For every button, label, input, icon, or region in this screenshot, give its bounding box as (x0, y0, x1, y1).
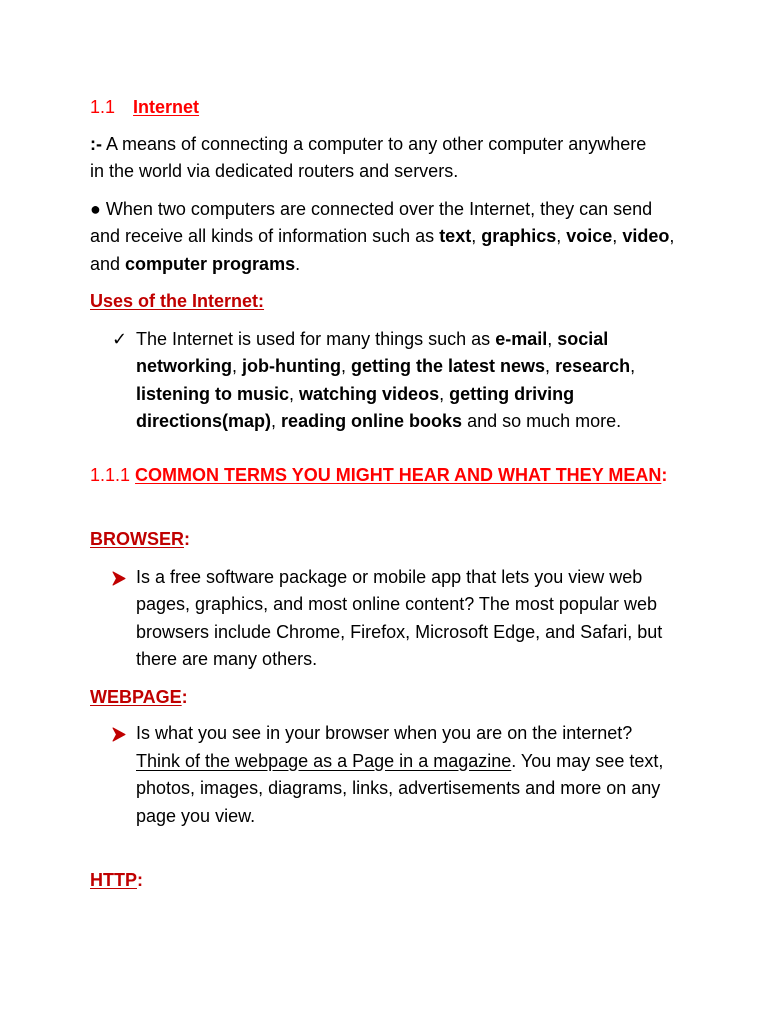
http-term: HTTP: (90, 870, 143, 890)
internet-paragraph: ● When two computers are connected over the Internet, they can send and receive all kinds of information such as text, graphics, voice, video, and computer programs. (90, 198, 675, 274)
uses-heading: Uses of the Internet: (90, 291, 265, 311)
section-title: COMMON TERMS YOU MIGHT HEAR AND WHAT THEY MEAN (135, 464, 662, 485)
keyword: text (439, 226, 472, 246)
keyword: computer programs (125, 253, 296, 274)
arrowhead-bullet-icon (112, 564, 130, 586)
keyword: voice (566, 226, 613, 246)
section-1-1-1-heading: 1.1.1 COMMON TERMS YOU MIGHT HEAR AND WHAT THEY MEAN: (90, 464, 668, 485)
definition-prefix: :- (90, 133, 102, 154)
list-item: ✓ The Internet is used for many things such as e-mail, social networking, job-hunting, getting the latest news, research, listening to music, watching videos, getting driving directions(map), reading online books and so much more. (90, 326, 680, 436)
section-number: 1.1 (90, 97, 116, 117)
arrowhead-bullet-icon (112, 720, 130, 742)
section-title: Internet (133, 97, 200, 117)
list-item: Is a free software package or mobile app that lets you view web pages, graphics, and most online content? The most popular web browsers include Chrome, Firefox, Microsoft Edge, and Safari, but there are many others. (90, 564, 680, 674)
browser-term: BROWSER: (90, 529, 190, 549)
checkmark-bullet-icon: ✓ (112, 328, 128, 349)
list-item: Is what you see in your browser when you are on the internet? Think of the webpage as a Page in a magazine. You may see text, photos, images, diagrams, links, advertisements and more on any page you view. (90, 720, 680, 830)
document-page (90, 94, 680, 895)
keyword: graphics (481, 226, 557, 246)
webpage-analogy: Think of the webpage as a Page in a magazine (136, 750, 512, 771)
keyword: video (622, 226, 670, 246)
section-1-1-heading (90, 94, 680, 122)
webpage-term: WEBPAGE: (90, 686, 188, 707)
bullet-dot-icon: ● (90, 198, 101, 219)
internet-definition: :- A means of connecting a computer to any other computer anywhere in the world via dedicated routers and servers. (90, 133, 647, 181)
section-number: 1.1.1 (90, 464, 136, 485)
